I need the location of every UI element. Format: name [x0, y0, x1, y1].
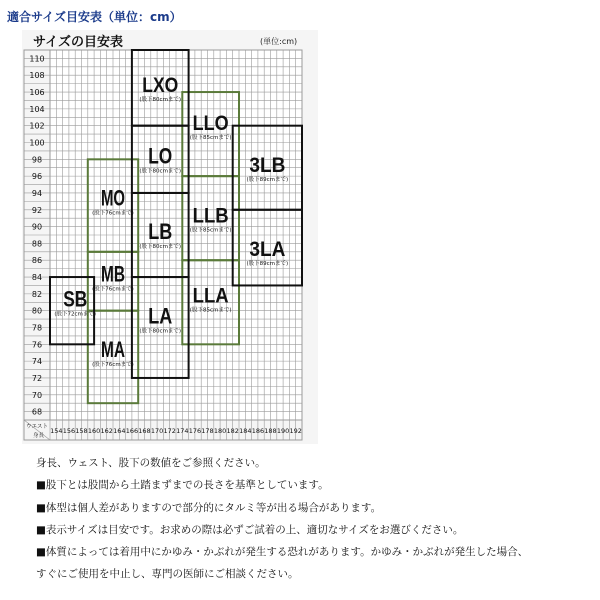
y-tick-label: 76	[31, 340, 43, 350]
y-tick-label: 108	[29, 71, 45, 81]
y-tick-label: 68	[31, 407, 43, 417]
page-title: 適合サイズ目安表（単位：cm）	[7, 10, 182, 24]
size-label-mo: MO	[101, 185, 125, 211]
y-tick-label: 92	[31, 205, 43, 215]
y-tick-label: 84	[31, 273, 43, 283]
x-tick-label: 164	[113, 427, 126, 435]
y-tick-label: 72	[31, 373, 43, 383]
size-label-lla: LLA	[192, 284, 229, 308]
size-label-3la: 3LA	[249, 238, 286, 262]
size-note-lb: (股下80cmまで)	[139, 244, 182, 251]
note-line: ■体型は個人差がありますので部分的にタルミ等が出る場合があります。	[36, 501, 382, 514]
y-tick-label: 80	[31, 306, 43, 316]
size-note-sb: (股下72cmまで)	[54, 311, 97, 318]
size-note-lxo: (股下80cmまで)	[139, 97, 182, 104]
size-note-lo: (股下80cmまで)	[139, 168, 182, 175]
x-tick-label: 178	[201, 427, 214, 435]
x-tick-label: 166	[125, 427, 139, 435]
x-tick-label: 192	[289, 427, 302, 435]
size-label-llb: LLB	[192, 204, 229, 228]
size-label-lb: LB	[148, 219, 173, 245]
x-tick-label: 184	[239, 427, 252, 435]
y-tick-label: 90	[31, 222, 43, 232]
unit-note: (単位:cm)	[260, 37, 298, 46]
x-tick-label: 170	[150, 427, 164, 435]
x-tick-label: 190	[276, 427, 290, 435]
size-note-ma: (股下76cmまで)	[92, 361, 134, 368]
size-label-mb: MB	[101, 261, 125, 287]
note-line: ■表示サイズは目安です。お求めの際は必ずご試着の上、適切なサイズをお選びください。	[36, 523, 464, 536]
size-label-ma: MA	[101, 336, 126, 362]
note-line: すぐにご使用を中止し、専門の医師にご相談ください。	[36, 568, 299, 581]
notes-section	[36, 452, 596, 586]
size-note-la: (股下80cmまで)	[139, 328, 182, 335]
note-line: ■体質によっては着用中にかゆみ・かぶれが発生する恐れがあります。かゆみ・かぶれが発生した場合、	[36, 546, 529, 559]
chart-title: サイズの目安表	[33, 35, 123, 50]
y-tick-label: 106	[29, 88, 45, 98]
size-label-la: LA	[148, 303, 173, 329]
x-tick-label: 182	[226, 427, 239, 435]
size-label-lxo: LXO	[142, 74, 179, 98]
y-tick-label: 102	[29, 121, 45, 131]
x-tick-label: 156	[62, 427, 76, 435]
y-tick-label: 110	[29, 54, 45, 64]
size-label-sb: SB	[63, 286, 88, 312]
y-tick-label: 100	[29, 138, 45, 148]
axis-label-waist: ウエスト	[26, 424, 49, 430]
y-tick-label: 98	[31, 155, 43, 165]
x-tick-label: 174	[176, 427, 189, 435]
size-note-mb: (股下76cmまで)	[92, 286, 134, 293]
size-note-llo: (股下85cmまで)	[189, 134, 232, 141]
y-tick-label: 78	[31, 323, 43, 333]
x-tick-label: 186	[251, 427, 265, 435]
axis-label-height: 身長	[33, 433, 45, 439]
x-tick-label: 162	[100, 427, 113, 435]
y-tick-label: 104	[29, 104, 45, 114]
size-note-3lb: (股下89cmまで)	[246, 176, 289, 183]
x-tick-label: 188	[264, 427, 277, 435]
size-note-llb: (股下85cmまで)	[189, 227, 232, 234]
note-line: ■股下とは股間から土踏まずまでの長さを基準としています。	[36, 479, 329, 492]
size-note-3la: (股下89cmまで)	[246, 261, 289, 268]
y-tick-label: 88	[31, 239, 43, 249]
x-tick-label: 160	[87, 427, 101, 435]
x-tick-label: 158	[75, 427, 88, 435]
size-label-3lb: 3LB	[249, 153, 286, 177]
y-tick-label: 94	[31, 188, 43, 198]
x-tick-label: 172	[163, 427, 176, 435]
x-tick-label: 154	[50, 427, 63, 435]
y-tick-label: 82	[31, 289, 43, 299]
size-label-llo: LLO	[192, 111, 229, 135]
x-tick-label: 176	[188, 427, 202, 435]
y-tick-label: 96	[31, 172, 43, 182]
size-note-mo: (股下76cmまで)	[92, 210, 134, 217]
y-tick-label: 70	[31, 390, 43, 400]
y-tick-label: 86	[31, 256, 43, 266]
y-tick-label: 74	[31, 357, 43, 367]
size-label-lo: LO	[148, 143, 173, 169]
size-note-lla: (股下85cmまで)	[189, 307, 232, 314]
note-line: 身長、ウェスト、股下の数値をご参照ください。	[36, 457, 266, 469]
x-tick-label: 168	[138, 427, 151, 435]
x-tick-label: 180	[213, 427, 227, 435]
